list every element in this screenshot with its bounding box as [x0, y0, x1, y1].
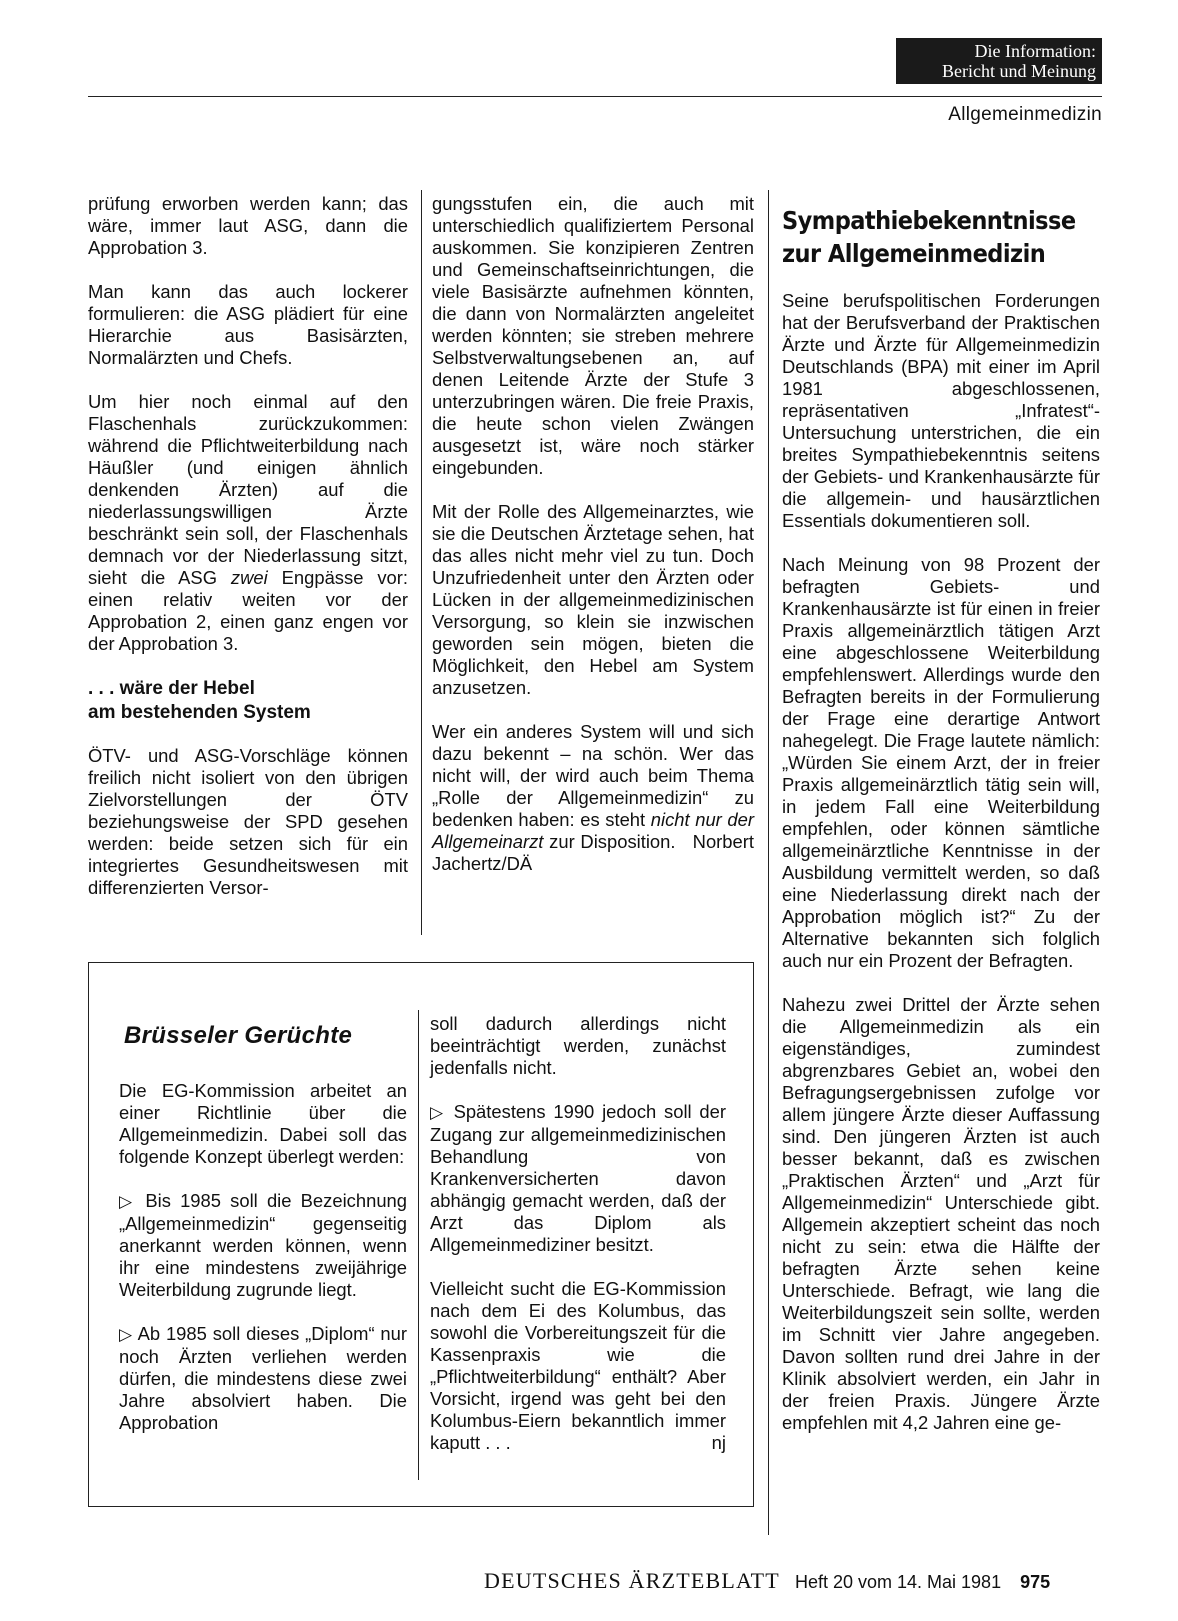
header-badge-line1: Die Information:	[974, 41, 1096, 61]
author-credit: Norbert Jachertz/DÄ	[432, 831, 754, 874]
box-p5-text: Spätestens 1990 jedoch soll der Zugang zur allgemeinmedizinischen Behandlung von Krankenversicherten davon abhängig gemacht werden, daß der Arzt das Diplom als Allgemeinmediziner besitzt.	[430, 1101, 727, 1255]
col3-paragraph-1: Seine berufspolitischen Forderungen hat der Berufsverband der Praktischen Ärzte und Ärzte für Allgemeinmedizin Deutschlands (BPA) mit einer im April 1981 abgeschlossenen, repräsentativen „Infratest“-Untersuchung unterstrichen, die ein breites Sympathiebekenntnis seitens der Gebiets- und Krankenhausärzte für die allgemein- und hausärztlichen Essentials dokumentieren soll.	[782, 290, 1100, 531]
headline-line-1: Sympathiebekenntnisse	[782, 206, 1076, 235]
article-column-2	[432, 193, 754, 897]
article-headline	[782, 204, 1076, 270]
col1-paragraph-1: prüfung erworben werden kann; das wäre, immer laut ASG, dann die Approbation 3.	[88, 193, 408, 258]
box-paragraph-6	[430, 1278, 726, 1454]
headline-line-2: zur Allgemeinmedizin	[782, 239, 1046, 268]
col2-p3-text-a: Wer ein anderes System will und sich dazu bekennt – na schön. Wer das nicht will, der wird auch beim Thema „Rolle der Allgemeinmedizin“ zu bedenken haben: es steht	[432, 721, 754, 830]
triangle-bullet-icon: ▷	[119, 1325, 133, 1344]
article-column-3	[782, 204, 1100, 1456]
box-p2-text: Bis 1985 soll die Bezeichnung „Allgemeinmedizin“ gegenseitig anerkannt werden können, wenn ihr eine mindestens zweijährige Weiterbildung zugrunde liegt.	[119, 1190, 407, 1300]
box-paragraph-1: Die EG-Kommission arbeitet an einer Richtlinie über die Allgemeinmedizin. Dabei soll das folgende Konzept überlegt werden:	[119, 1080, 407, 1167]
column-divider-1	[421, 190, 422, 935]
box-p6-text: Vielleicht sucht die EG-Kommission nach dem Ei des Kolumbus, das sowohl die Vorbereitungszeit für die Kassenpraxis wie die „Pflichtweiterbildung“ enthält? Aber Vorsicht, irgend was geht bei den Kolumbus-Eiern bekanntlich immer kaputt . . .	[430, 1278, 726, 1453]
triangle-bullet-icon: ▷	[430, 1103, 446, 1122]
triangle-bullet-icon: ▷	[119, 1192, 137, 1211]
footer-brand: DEUTSCHES ÄRZTEBLATT	[484, 1568, 780, 1593]
col2-paragraph-2: Mit der Rolle des Allgemeinarztes, wie sie die Deutschen Ärztetage sehen, hat das alles nicht mehr viel zu tun. Doch Unzufriedenheit unter den Ärzten oder Lücken in der allgemeinmedizinischen Versorgung, so klein sie inzwischen geworden sein mögen, bieten die Möglichkeit, den Hebel am System anzusetzen.	[432, 501, 754, 698]
page-footer	[484, 1568, 1050, 1594]
box-paragraph-2	[119, 1190, 407, 1301]
box-paragraph-5	[430, 1101, 726, 1256]
header-badge-line2: Bericht und Meinung	[942, 61, 1096, 81]
col3-paragraph-3: Nahezu zwei Drittel der Ärzte sehen die Allgemeinmedizin als ein eigenständiges, zumindest abgrenzbares Gebiet an, wobei den Befragungsergebnissen zufolge vor allem jüngere Ärzte dieser Auffassung sind. Den jüngeren Ärzten ist auch besser bekannt, daß es zwischen „Praktischen Ärzten“ und „Arzt für Allgemeinmedizin“ Unterschiede gibt. Allgemein akzeptiert scheint das noch nicht zu sein: etwa die Hälfte der befragten Ärzte sehen keine Unterschiede. Befragt, wie lang die Weiterbildungszeit sein sollte, werden im Schnitt vier Jahre angegeben. Davon sollten rund drei Jahre in der Klinik absolviert werden, ein Jahr in der freien Praxis. Jüngere Ärzte empfehlen mit 4,2 Jahren eine ge-	[782, 994, 1100, 1433]
col2-p3-text-b: zur Disposition.	[549, 831, 676, 852]
col1-p3-text-b: Engpässe vor: einen relativ weiten vor der Approbation 2, einen ganz engen vor der Approbation 3.	[88, 567, 408, 654]
box-paragraph-3	[119, 1323, 407, 1434]
box-column-1	[119, 1080, 407, 1456]
col2-paragraph-3	[432, 721, 754, 875]
subheading-hebel	[88, 677, 408, 725]
page-number: 975	[1020, 1572, 1051, 1592]
section-label: Allgemeinmedizin	[948, 104, 1102, 125]
header-badge	[896, 38, 1102, 84]
box-title: Brüsseler Gerüchte	[124, 1022, 353, 1049]
box-paragraph-4: soll dadurch allerdings nicht beeinträchtigt werden, zunächst jedenfalls nicht.	[430, 1013, 726, 1078]
subheading-line-2: am bestehenden System	[88, 702, 311, 723]
article-column-1	[88, 193, 408, 921]
box-p3-text: Ab 1985 soll dieses „Diplom“ nur noch Ärzten verliehen werden dürfen, die mindestens diese zwei Jahre absolviert haben. Die Approbation	[119, 1323, 407, 1433]
col1-paragraph-3	[88, 391, 408, 655]
col2-p3-emphasis: nicht nur der Allgemeinarzt	[432, 809, 754, 852]
col3-paragraph-2: Nach Meinung von 98 Prozent der befragten Gebiets- und Krankenhausärzte ist für einen in freier Praxis allgemeinärztlich tätigen Arzt eine abgeschlossene Weiterbildung empfehlenswert. Allerdings wurde den Befragten bereits in der Formulierung der Frage eine derartige Antwort nahegelegt. Die Frage lautete nämlich: „Würden Sie einem Arzt, der in freier Praxis allgemeinärztlich tätig sein will, in jedem Fall eine Weiterbildung empfehlen, oder können sämtliche allgemeinärztliche Kenntnisse in der Ausbildung vermittelt werden, so daß eine Niederlassung direkt nach der Approbation möglich ist?“ Zu der Alternative bekannten sich folglich auch nur ein Prozent der Befragten.	[782, 554, 1100, 971]
header-rule	[88, 96, 1102, 97]
col1-paragraph-2: Man kann das auch lockerer formulieren: die ASG plädiert für eine Hierarchie aus Basisärzten, Normalärzten und Chefs.	[88, 281, 408, 368]
box-signature: nj	[711, 1432, 726, 1453]
box-column-divider	[418, 1010, 419, 1480]
col1-p3-text-a: Um hier noch einmal auf den Flaschenhals zurückzukommen: während die Pflichtweiterbildung nach Häußler (und einigen ähnlich denkenden Ärzten) auf die niederlassungswilligen Ärzte beschränkt sein soll, der Flaschenhals demnach vor der Niederlassung sitzt, sieht die ASG	[88, 391, 408, 588]
footer-issue: Heft 20 vom 14. Mai 1981	[794, 1572, 1002, 1592]
subheading-line-1: . . . wäre der Hebel	[88, 678, 255, 699]
col1-p3-emphasis: zwei	[230, 567, 268, 588]
col2-paragraph-1: gungsstufen ein, die auch mit unterschiedlich qualifiziertem Personal auskommen. Sie konzipieren Zentren und Gemeinschaftseinrichtungen, die viele Basisärzte aufnehmen könnten, die dann von Normalärzten angeleitet werden könnten; sie streben mehrere Selbstverwaltungsebenen an, auf denen Leitende Ärzte der Stufe 3 unterzubringen wären. Die freie Praxis, die heute schon vielen Zwängen ausgesetzt ist, wäre noch stärker eingebunden.	[432, 193, 754, 478]
column-divider-2	[768, 190, 769, 1535]
box-column-2	[430, 1013, 726, 1476]
col1-paragraph-4: ÖTV- und ASG-Vorschläge können freilich nicht isoliert von den übrigen Zielvorstellungen der ÖTV beziehungsweise der SPD gesehen werden: beide setzen sich für ein integriertes Gesundheitswesen mit differenzierten Versor-	[88, 745, 408, 898]
